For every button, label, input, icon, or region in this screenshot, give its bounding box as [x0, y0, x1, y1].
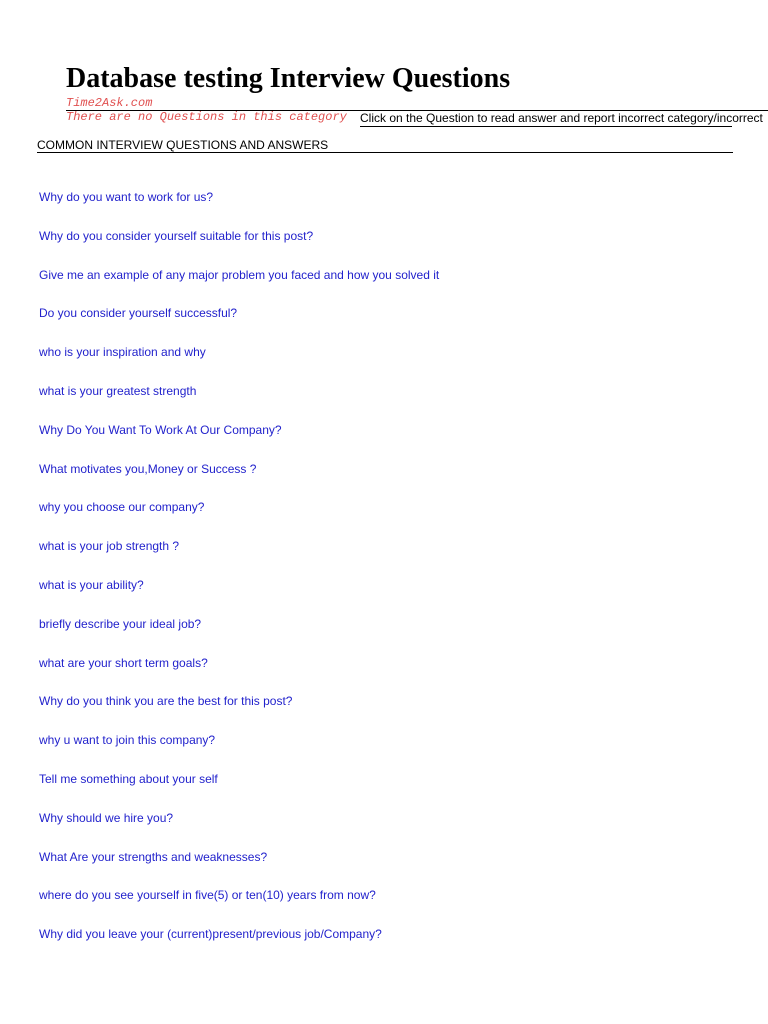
question-link[interactable]: What motivates you,Money or Success ?: [39, 461, 257, 476]
page-title: Database testing Interview Questions: [66, 63, 511, 94]
question-link[interactable]: Why do you consider yourself suitable for this post?: [39, 228, 314, 243]
question-link[interactable]: what is your greatest strength: [39, 383, 197, 398]
question-link[interactable]: what is your ability?: [39, 577, 144, 592]
question-link[interactable]: what are your short term goals?: [39, 655, 208, 670]
section-divider: [37, 152, 733, 153]
site-name: Time2Ask.com: [66, 96, 153, 110]
question-link[interactable]: why you choose our company?: [39, 500, 205, 515]
no-questions-notice: There are no Questions in this category: [66, 110, 347, 124]
instruction-underline: [360, 126, 732, 127]
question-link[interactable]: why u want to join this company?: [39, 733, 216, 748]
question-link[interactable]: Give me an example of any major problem you faced and how you solved it: [39, 267, 440, 282]
question-link[interactable]: Why did you leave your (current)present/previous job/Company?: [39, 927, 382, 942]
question-link[interactable]: who is your inspiration and why: [39, 345, 206, 360]
question-link[interactable]: Why do you want to work for us?: [39, 190, 214, 204]
question-link[interactable]: Why should we hire you?: [39, 810, 174, 825]
question-link[interactable]: Tell me something about your self: [39, 771, 218, 786]
question-link[interactable]: briefly describe your ideal job?: [39, 616, 202, 631]
question-link[interactable]: Why do you think you are the best for this post?: [39, 694, 293, 709]
question-list: [39, 190, 439, 966]
question-link[interactable]: Do you consider yourself successful?: [39, 306, 238, 321]
question-link[interactable]: Why Do You Want To Work At Our Company?: [39, 422, 282, 437]
question-link[interactable]: where do you see yourself in five(5) or ten(10) years from now?: [39, 888, 376, 903]
question-link[interactable]: what is your job strength ?: [39, 539, 180, 554]
instruction-text: Click on the Question to read answer and report incorrect category/incorrect: [360, 111, 763, 125]
question-link[interactable]: What Are your strengths and weaknesses?: [39, 849, 268, 864]
section-heading: COMMON INTERVIEW QUESTIONS AND ANSWERS: [37, 138, 329, 152]
